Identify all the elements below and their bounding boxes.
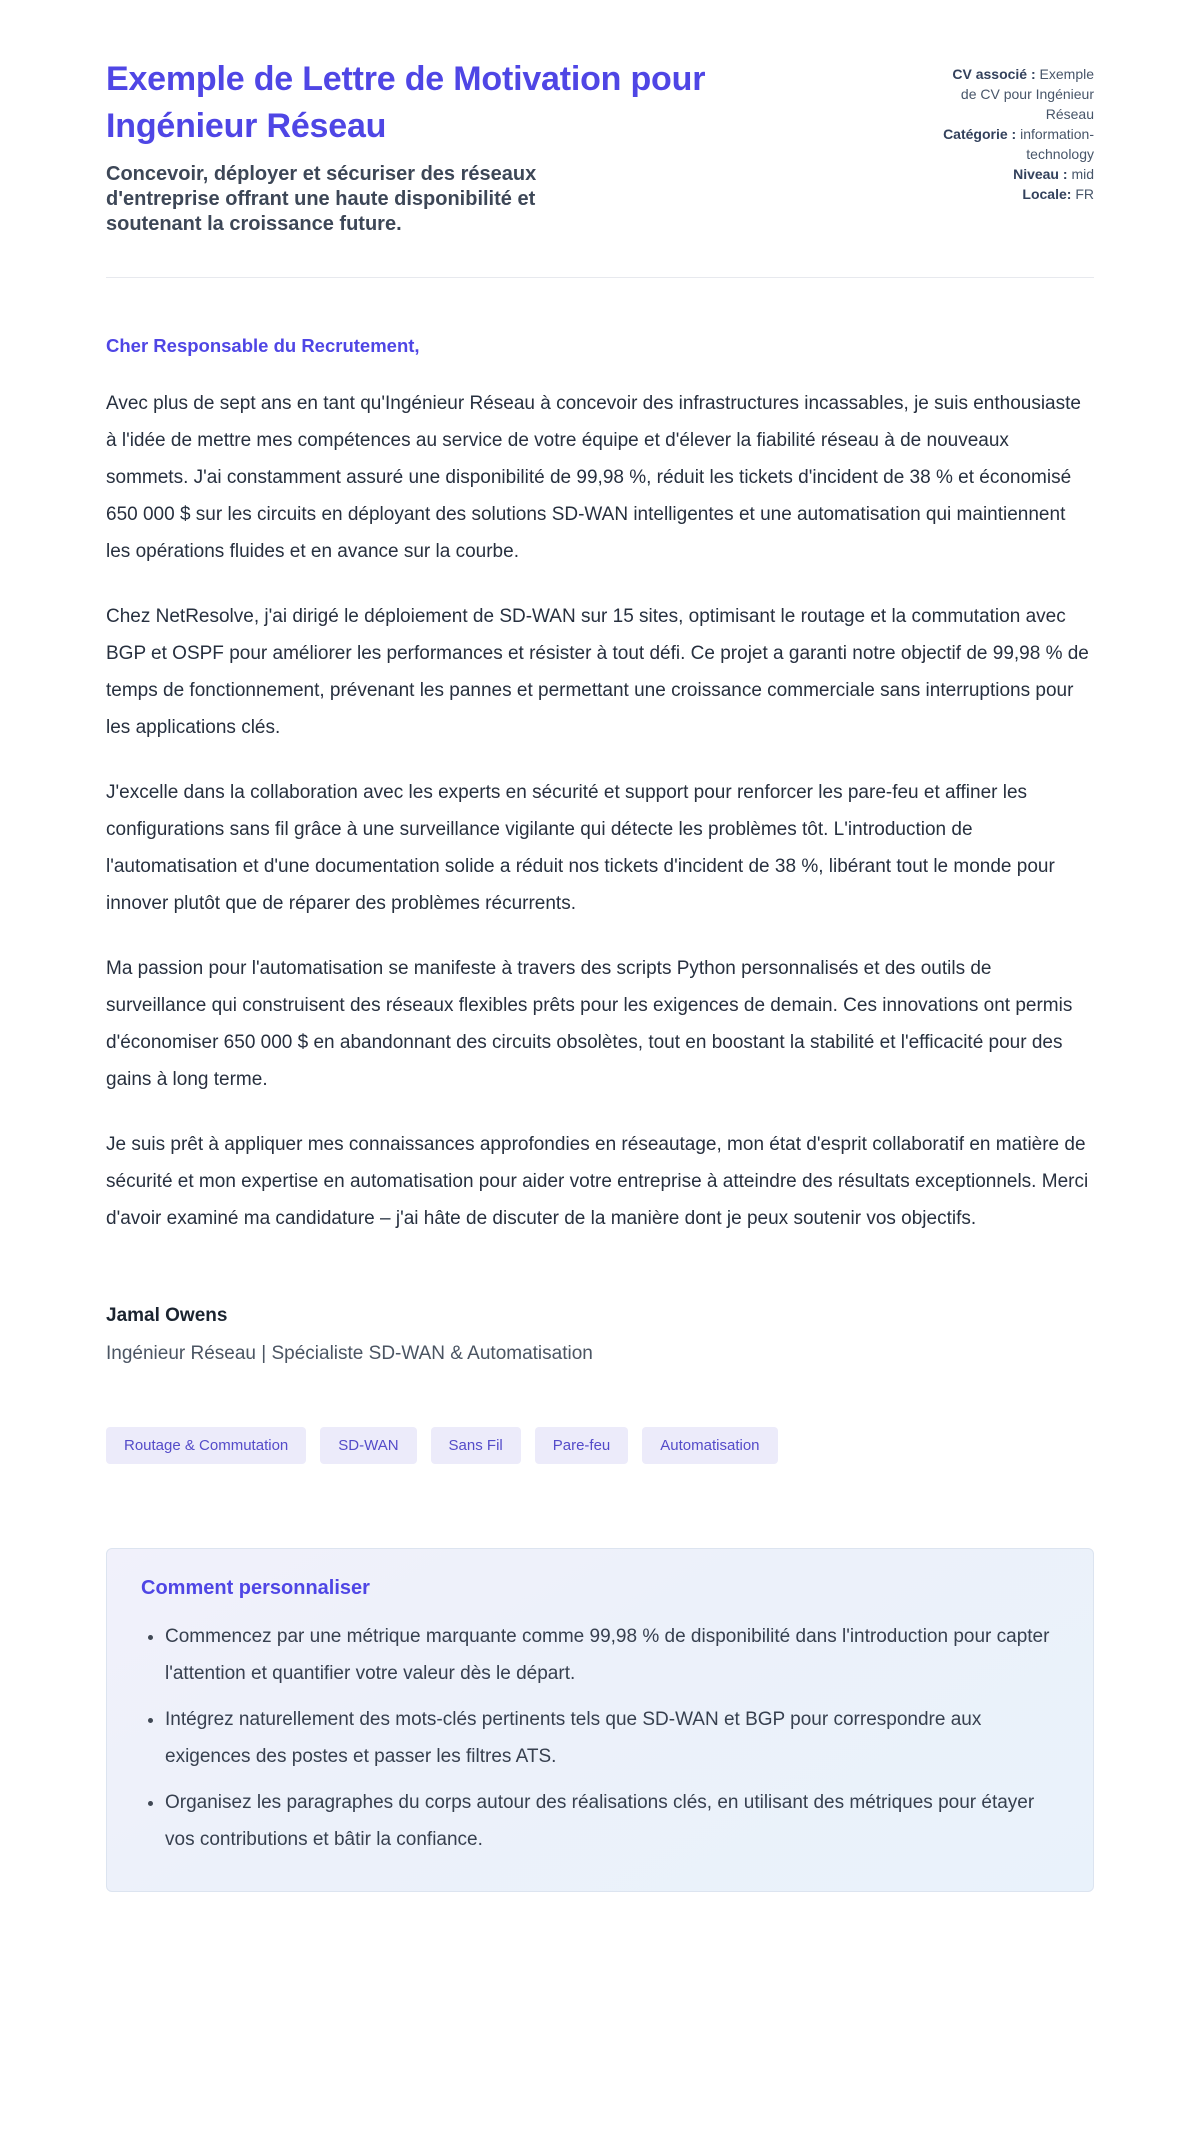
tag-chip[interactable]: Pare-feu <box>535 1427 629 1464</box>
meta-category-value: information-technology <box>1020 126 1094 162</box>
letter-paragraph: Ma passion pour l'automatisation se manifeste à travers des scripts Python personnalisés et des outils de surveillance qui construisent des réseaux flexibles prêts pour les exigences de demain. Ces innovations ont permis d'économiser 650 000 $ en abandonnant des circuits obsolètes, tout en boostant la stabilité et l'efficacité pour des gains à long terme. <box>106 958 1073 1090</box>
meta-level-label: Niveau : <box>1013 166 1068 182</box>
header-titles <box>106 56 746 237</box>
meta-block <box>936 56 1094 204</box>
page-subtitle: Concevoir, déployer et sécuriser des réseaux d'entreprise offrant une haute disponibilité et soutenant la croissance future. <box>106 163 537 235</box>
meta-locale-label: Locale: <box>1022 186 1072 202</box>
letter-paragraph: J'excelle dans la collaboration avec les experts en sécurité et support pour renforcer les pare-feu et affiner les configurations sans fil grâce à une surveillance vigilante qui détecte les problèmes tôt. L'introduction de l'automatisation et d'une documentation solide a réduit nos tickets d'incident de 38 %, libérant tout le monde pour innover plutôt que de réparer des problèmes récurrents. <box>106 782 1055 914</box>
tips-box <box>106 1548 1094 1892</box>
letter-paragraph: Chez NetResolve, j'ai dirigé le déploiement de SD-WAN sur 15 sites, optimisant le routage et la commutation avec BGP et OSPF pour améliorer les performances et résister à tout défi. Ce projet a garanti notre objectif de 99,98 % de temps de fonctionnement, prévenant les pannes et permettant une croissance commerciale sans interruptions pour les applications clés. <box>106 606 1089 738</box>
header <box>106 56 1094 237</box>
tag-chip[interactable]: Sans Fil <box>431 1427 521 1464</box>
meta-category-label: Catégorie : <box>943 126 1017 142</box>
meta-level-value: mid <box>1071 166 1094 182</box>
tips-list <box>139 1618 1061 1858</box>
tip-item: • Commencez par une métrique marquante comme 99,98 % de disponibilité dans l'introduction pour capter l'attention et quantifier votre valeur dès le départ. <box>165 1618 1061 1692</box>
page-title: Exemple de Lettre de Motivation pour Ingénieur Réseau <box>106 60 706 145</box>
letter-paragraph: Avec plus de sept ans en tant qu'Ingénieur Réseau à concevoir des infrastructures incassables, je suis enthousiaste à l'idée de mettre mes compétences au service de votre équipe et d'élever la fiabilité réseau à de nouveaux sommets. J'ai constamment assuré une disponibilité de 99,98 %, réduit les tickets d'incident de 38 % et économisé 650 000 $ sur les circuits en déployant des solutions SD-WAN intelligentes et une automatisation qui maintiennent les opérations fluides et en avance sur la courbe. <box>106 393 1081 562</box>
letter-paragraph: Je suis prêt à appliquer mes connaissances approfondies en réseautage, mon état d'esprit collaboratif en matière de sécurité et mon expertise en automatisation pour aider votre entreprise à atteindre des résultats exceptionnels. Merci d'avoir examiné ma candidature – j'ai hâte de discuter de la manière dont je peux soutenir vos objectifs. <box>106 1134 1089 1229</box>
tag-list <box>106 1427 1094 1464</box>
divider <box>106 277 1094 278</box>
meta-locale-value: FR <box>1075 186 1094 202</box>
tag-chip[interactable]: SD-WAN <box>320 1427 416 1464</box>
meta-locale <box>936 184 1094 204</box>
meta-cv-value: Exemple de CV pour Ingénieur Réseau <box>960 66 1094 122</box>
letter-body <box>106 335 1094 1365</box>
meta-cv-label: CV associé : <box>952 66 1036 82</box>
signature-name: Jamal Owens <box>106 1305 228 1326</box>
meta-category <box>936 124 1094 164</box>
page-container <box>106 0 1094 1892</box>
signature-role: Ingénieur Réseau | Spécialiste SD-WAN & Automatisation <box>106 1343 593 1364</box>
meta-cv <box>936 64 1094 124</box>
tips-title: Comment personnaliser <box>141 1577 370 1599</box>
tag-chip[interactable]: Automatisation <box>642 1427 777 1464</box>
tip-item: • Intégrez naturellement des mots-clés pertinents tels que SD-WAN et BGP pour correspondre aux exigences des postes et passer les filtres ATS. <box>165 1701 1061 1775</box>
tag-chip[interactable]: Routage & Commutation <box>106 1427 306 1464</box>
letter-greeting: Cher Responsable du Recrutement, <box>106 335 420 356</box>
tip-item: • Organisez les paragraphes du corps autour des réalisations clés, en utilisant des métriques pour étayer vos contributions et bâtir la confiance. <box>165 1784 1061 1858</box>
meta-level <box>936 164 1094 184</box>
